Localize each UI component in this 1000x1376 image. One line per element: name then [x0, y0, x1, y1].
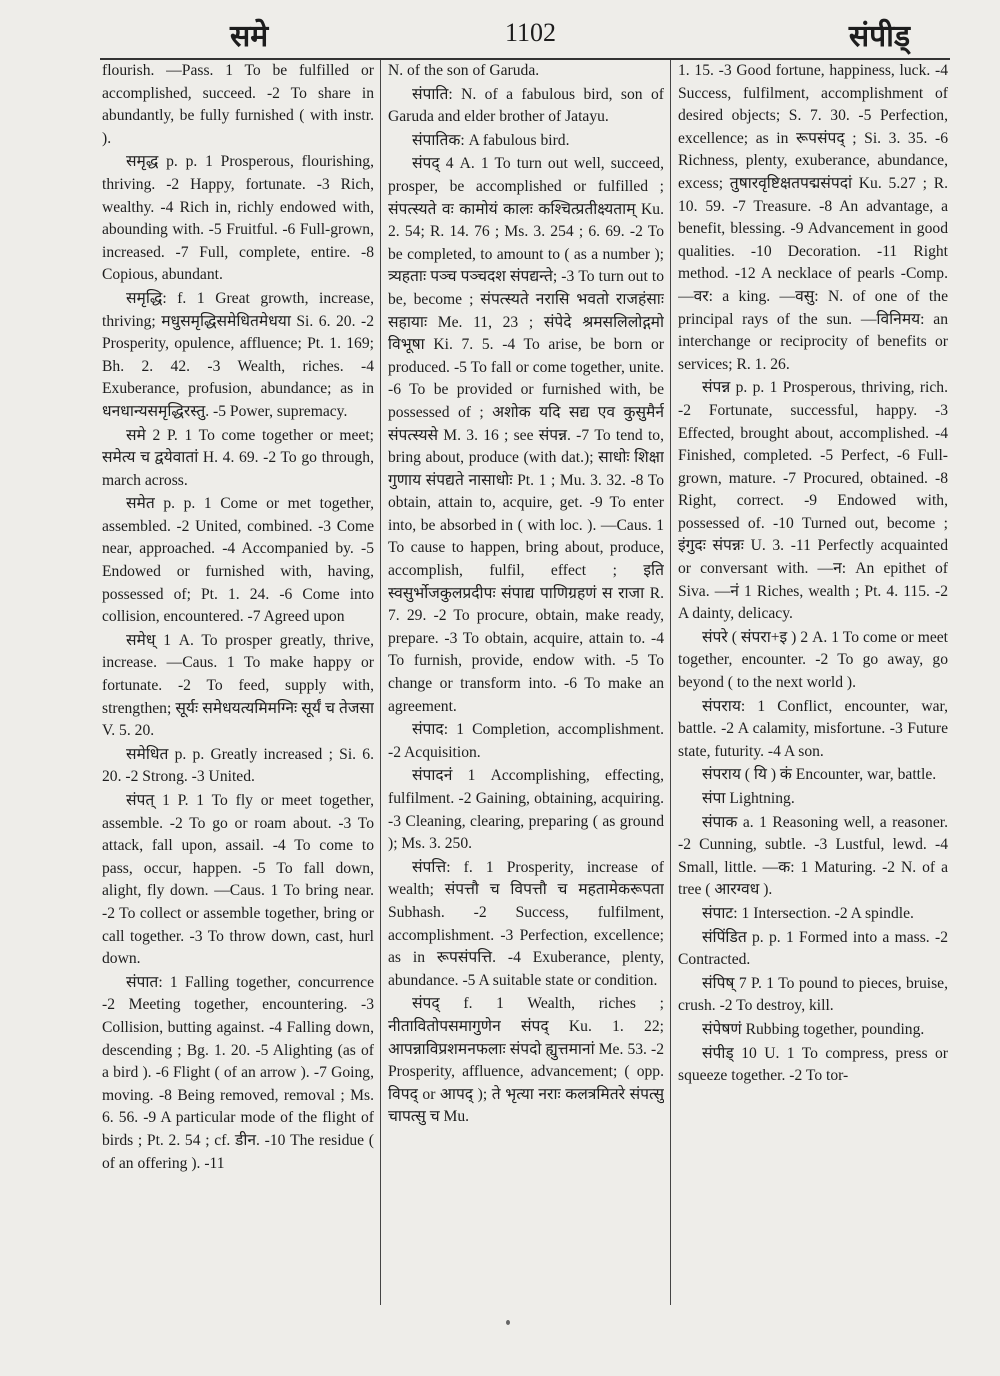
entry: संपत्ति: f. 1 Prosperity, increase of wealth; संपत्तौ च विपत्तौ च महतामेकरूपता Subhash. -2 Success, fulfilment, accomplishment. -3 Perfection, excellence; as in रूपसंपत्ति. -4 Exuberance, plenty, abundance. -5 A suitable state or condition.	[388, 858, 664, 989]
entry: संपादनं 1 Accomplishing, effecting, fulfilment. -2 Gaining, obtaining, acquiring. -3 Cleaning, clearing, preparing ( as ground ); Ms. 3. 250.	[388, 767, 664, 853]
entry: समेध् 1 A. To prosper greatly, thrive, increase. —Caus. 1 To make happy or fortunate. -2 To feed, supply with, strengthen; सूर्यः समेधयत्यमिमग्निः सूर्यं च तेजसा V. 5. 20.	[102, 631, 374, 740]
entry: संपेषणं Rubbing together, pounding.	[702, 1020, 925, 1038]
entry: 1. 15. -3 Good fortune, happiness, luck. -4 Success, fulfilment, accomplishment of desired objects; S. 7. 30. -5 Perfection, excellence; as in रूपसंपद् ; Si. 3. 35. -6 Richness, plenty, exuberance, abundance, excess; तुषारवृष्टिक्षतपद्मसंपदां Ku. 5.27 ; R. 10. 59. -7 Treasure. -8 An advantage, a benefit, blessing. -9 Advancement in good qualities. -10 Decoration. -11 Right method. -12 A necklace of pearls -Comp. —वर: a king. —वसु: N. of one of the principal rays of the sun. —विनिमय: an interchange or reciprocity of benefits or services; R. 1. 26.	[678, 62, 948, 373]
column-3	[678, 60, 948, 1340]
page-header	[90, 14, 950, 54]
entry: संपाट: 1 Intersection. -2 A spindle.	[702, 904, 914, 922]
entry: संपिंडित p. p. 1 Formed into a mass. -2 Contracted.	[678, 928, 948, 969]
entry: संपात: 1 Falling together, concurrence -2 Meeting together, encountering. -3 Collision, butting against. -4 Falling down, descending ; Bg. 1. 20. -5 Alighting (as of a bird ). -6 Flight ( of an arrow ). -7 Going, moving. -8 Being removed, removal ; Ms. 6. 56. -9 A particular mode of the flight of birds ; Pt. 2. 54 ; cf. डीन. -10 The residue ( of an offering ). -11	[102, 973, 374, 1172]
column-divider	[670, 60, 671, 1305]
entry: समेत p. p. 1 Come or met together, assembled. -2 United, combined. -3 Come near, approached. -4 Accompanied by. -5 Endowed or furnished with, having, possessed of; Pt. 1. 24. -6 Come into collision, encountered. -7 Agreed upon	[102, 495, 374, 626]
entry: संपराय ( यि ) कं Encounter, war, battle.	[702, 766, 937, 784]
entry: संपिष् 7 P. 1 To pound to pieces, bruise, crush. -2 To destroy, kill.	[678, 974, 948, 1015]
entry: संपद् f. 1 Wealth, riches ; नीतावितोपसमागुणेन संपद् Ku. 1. 22; आपन्नाविप्रशमनफलाः संपदो ह्युत्तमानां Me. 53. -2 Prosperity, affluence, advancement; ( opp. विपद् or आपद् ); ते भृत्या नराः कलत्रमितरे संपत्सु चापत्सु च Mu.	[388, 995, 664, 1126]
entry: संपाति: N. of a fabulous bird, son of Garuda and elder brother of Jatayu.	[388, 85, 664, 126]
column-2	[388, 60, 664, 1340]
entry: flourish. —Pass. 1 To be fulfilled or accomplished, succeed. -2 To share in abundantly, be fully furnished ( with instr. ).	[102, 62, 374, 147]
header-left-word: समे	[230, 19, 269, 54]
header-right-word: संपीड्	[848, 19, 910, 54]
entry: समृद्ध p. p. 1 Prosperous, flourishing, thriving. -2 Happy, fortunate. -3 Rich, wealthy. -4 Rich in, richly endowed with, abounding with. -5 Fruitful. -6 Full-grown, increased. -7 Full, complete, entire. -8 Copious, abundant.	[102, 153, 374, 284]
entry: समे 2 P. 1 To come together or meet; समेत्य च द्वयेवातां H. 4. 69. -2 To go through, march across.	[102, 426, 374, 489]
entry: संपराय: 1 Conflict, encounter, war, battle. -2 A calamity, misfortune. -3 Future state, futurity. -4 A son.	[678, 697, 948, 760]
entry: संपाक a. 1 Reasoning well, a reasoner. -2 Cunning, subtle. -3 Lustful, lewd. -4 Small, little. —क: 1 Maturing. -2 N. of a tree ( आरग्वध ).	[678, 813, 948, 899]
column-divider	[380, 60, 381, 1305]
entry: N. of the son of Garuda.	[388, 62, 540, 79]
entry: संपत् 1 P. 1 To fly or meet together, assemble. -2 To go or roam about. -3 To attack, fall upon, assail. -4 To come to pass, occur, happen. -5 To fall down, alight, fly down. —Caus. 1 To bring near. -2 To collect or assemble together, bring or call together. -3 To throw down, cast, hurl down.	[102, 792, 374, 968]
entry: संपाद: 1 Completion, accomplishment. -2 Acquisition.	[388, 721, 664, 761]
entry: संपरे ( संपरा+इ ) 2 A. 1 To come or meet together, encounter. -2 To go away, go beyond ( to the next world ).	[678, 628, 948, 692]
ink-speck	[506, 1320, 510, 1325]
entry: संपीड् 10 U. 1 To compress, press or squeeze together. -2 To tor-	[678, 1044, 948, 1085]
entry: संपातिक: A fabulous bird.	[412, 131, 570, 149]
page-number: 1102	[505, 18, 557, 47]
entry: संपन्न p. p. 1 Prosperous, thriving, rich. -2 Fortunate, successful, happy. -3 Effected, brought about, accomplished. -4 Finished, completed. -5 Perfect, -6 Full-grown, mature. -7 Procured, obtained. -8 Right, correct. -9 Endowed with, possessed of. -10 Turned out, become ; इंगुदः संपन्नः U. 3. -11 Perfectly acquainted or conversant with. —न: An epithet of Siva. —नं 1 Riches, wealth ; Pt. 4. 115. -2 A dainty, delicacy.	[678, 379, 948, 623]
column-1	[102, 60, 374, 1340]
entry: समृद्धि: f. 1 Great growth, increase, thriving; मधुसमृद्धिसमेधितमेधया Si. 6. 20. -2 Prosperity, opulence, affluence; Pt. 1. 169; Bh. 2. 42. -3 Wealth, riches. -4 Exuberance, profusion, abundance; as in धनधान्यसमृद्धिरस्तु. -5 Power, supremacy.	[102, 289, 374, 420]
entry: समेधित p. p. Greatly increased ; Si. 6. 20. -2 Strong. -3 United.	[102, 745, 374, 786]
entry: संपद् 4 A. 1 To turn out well, succeed, prosper, be accomplished or fulfilled ; संपत्स्यते वः कामोयं कालः कश्चित्प्रतीक्ष्यताम् Ku. 2. 54; R. 14. 76 ; Ms. 3. 254 ; 6. 69. -2 To be completed, to amount to ( as a number ); त्र्यहताः पञ्च पञ्चदश संपद्यन्ते; -3 To turn out to be, become ; संपत्स्यते नरासि भवतो राजहंसाः सहायाः Me. 11, 23 ; संपेदे श्रमसलिलोद्गमो विभूषा Ki. 7. 5. -4 To arise, be born or produced. -5 To fall or come together, unite. -6 To be provided or furnished with, be possessed of ; अशोक यदि सद्य एव कुसुमैर्न संपत्स्यसे M. 3. 16 ; see संपन्न. -7 To tend to, bring about, produce (with dat.); साधोः शिक्षा गुणाय संपद्यते नासाधोः Pt. 1 ; Mu. 3. 32. -8 To obtain, attain to, acquire, get. -9 To enter into, be absorbed in ( with loc. ). —Caus. 1 To cause to happen, bring about, produce, accomplish, fulfil, effect ; इति स्वसुर्भोजकुलप्रदीपः संपाद्य पाणिग्रहणं स राजा R. 7. 29. -2 To procure, obtain, make ready, prepare. -3 To obtain, acquire, attain to. -4 To furnish, provide, endow with. -5 To change or transform into. -6 To make an agreement.	[388, 155, 664, 715]
entry: संपा Lightning.	[702, 790, 795, 807]
